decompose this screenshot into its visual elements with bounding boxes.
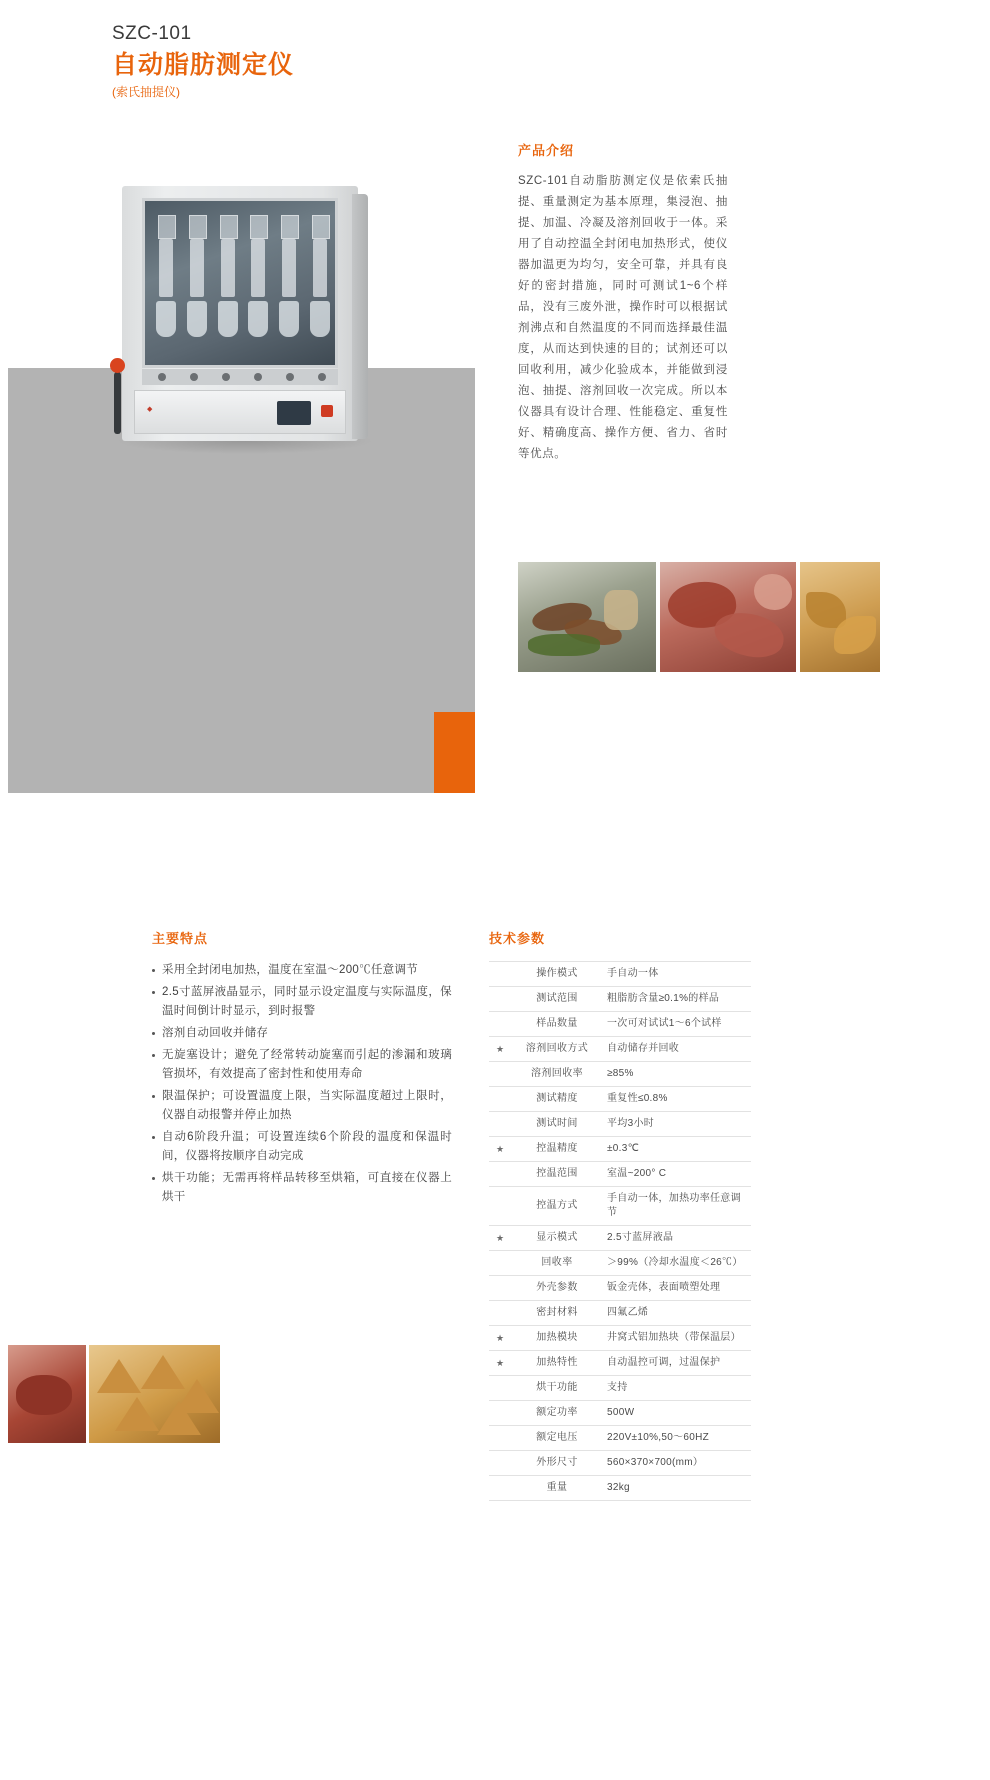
spec-value: ≥85% bbox=[603, 1062, 751, 1087]
star-marker bbox=[489, 962, 511, 987]
spec-value: 自动储存并回收 bbox=[603, 1037, 751, 1062]
spec-value: 井窝式铝加热块（带保温层） bbox=[603, 1326, 751, 1351]
spec-value: 手自动一体，加热功率任意调节 bbox=[603, 1187, 751, 1226]
star-marker bbox=[489, 1451, 511, 1476]
device-red-knob bbox=[110, 358, 125, 373]
product-introduction-section bbox=[518, 140, 728, 465]
table-row bbox=[489, 1187, 751, 1226]
spec-value: 自动温控可调，过温保护 bbox=[603, 1351, 751, 1376]
table-row bbox=[489, 1376, 751, 1401]
spec-value: 平均3小时 bbox=[603, 1112, 751, 1137]
food-photo-sausages bbox=[518, 562, 656, 672]
spec-value: 560×370×700(mm） bbox=[603, 1451, 751, 1476]
spec-label: 重量 bbox=[511, 1476, 603, 1501]
glassware-unit bbox=[309, 215, 331, 347]
specifications-table bbox=[489, 961, 751, 1501]
star-marker bbox=[489, 1012, 511, 1037]
spec-value: ＞99%（冷却水温度＜26℃） bbox=[603, 1251, 751, 1276]
star-marker bbox=[489, 1426, 511, 1451]
features-section bbox=[152, 928, 452, 1210]
device-side-panel bbox=[352, 194, 368, 439]
table-row bbox=[489, 1087, 751, 1112]
spec-value: 手自动一体 bbox=[603, 962, 751, 987]
list-item: 自动6阶段升温；可设置连续6个阶段的温度和保温时间，仪器将按顺序自动完成 bbox=[152, 1128, 452, 1166]
spec-value: 220V±10%,50～60HZ bbox=[603, 1426, 751, 1451]
star-marker bbox=[489, 1112, 511, 1137]
spec-value: 四氟乙烯 bbox=[603, 1301, 751, 1326]
spec-label: 显示模式 bbox=[511, 1226, 603, 1251]
spec-label: 加热模块 bbox=[511, 1326, 603, 1351]
spec-label: 外壳参数 bbox=[511, 1276, 603, 1301]
star-marker bbox=[489, 1476, 511, 1501]
food-photo-meat-bottom bbox=[8, 1345, 86, 1443]
food-photo-pastry-bottom bbox=[89, 1345, 220, 1443]
spec-value: ±0.3℃ bbox=[603, 1137, 751, 1162]
spec-label: 额定功率 bbox=[511, 1401, 603, 1426]
list-item: 烘干功能；无需再将样品转移至烘箱，可直接在仪器上烘干 bbox=[152, 1169, 452, 1207]
table-row bbox=[489, 1137, 751, 1162]
features-heading: 主要特点 bbox=[152, 931, 209, 946]
device-brand-logo: ◆ bbox=[147, 406, 153, 413]
page-subtitle: (索氏抽提仪) bbox=[112, 85, 180, 99]
star-marker bbox=[489, 1187, 511, 1226]
table-row bbox=[489, 1062, 751, 1087]
device-photo bbox=[108, 176, 378, 466]
specifications-heading: 技术参数 bbox=[489, 931, 546, 946]
food-photo-meat bbox=[660, 562, 796, 672]
spec-label: 测试精度 bbox=[511, 1087, 603, 1112]
list-item: 无旋塞设计；避免了经常转动旋塞而引起的渗漏和玻璃管损坏，有效提高了密封性和使用寿命 bbox=[152, 1046, 452, 1084]
model-code: SZC-101 bbox=[112, 23, 192, 44]
list-item: 限温保护；可设置温度上限，当实际温度超过上限时，仪器自动报警并停止加热 bbox=[152, 1087, 452, 1125]
star-marker bbox=[489, 1376, 511, 1401]
spec-label: 控温范围 bbox=[511, 1162, 603, 1187]
table-row bbox=[489, 1112, 751, 1137]
glassware-unit bbox=[217, 215, 239, 347]
device-chamber-window bbox=[142, 198, 338, 368]
table-row bbox=[489, 1301, 751, 1326]
list-item: 2.5寸蓝屏液晶显示，同时显示设定温度与实际温度，保温时间倒计时显示，到时报警 bbox=[152, 983, 452, 1021]
spec-value: 支持 bbox=[603, 1376, 751, 1401]
glassware-unit bbox=[155, 215, 177, 347]
spec-label: 样品数量 bbox=[511, 1012, 603, 1037]
accent-tab bbox=[434, 712, 475, 793]
spec-label: 控温精度 bbox=[511, 1137, 603, 1162]
list-item: 溶剂自动回收并储存 bbox=[152, 1024, 452, 1043]
star-marker bbox=[489, 1276, 511, 1301]
list-item: 采用全封闭电加热，温度在室温～200℃任意调节 bbox=[152, 961, 452, 980]
spec-value: 一次可对试试1～6个试样 bbox=[603, 1012, 751, 1037]
star-marker bbox=[489, 987, 511, 1012]
star-marker bbox=[489, 1162, 511, 1187]
specifications-section bbox=[489, 928, 751, 1501]
features-list bbox=[152, 961, 452, 1207]
food-photo-bottom bbox=[8, 1345, 220, 1443]
spec-value: 钣金壳体，表面喷塑处理 bbox=[603, 1276, 751, 1301]
star-marker bbox=[489, 1401, 511, 1426]
spec-value: 重复性≤0.8% bbox=[603, 1087, 751, 1112]
table-row bbox=[489, 1162, 751, 1187]
introduction-body: SZC-101自动脂肪测定仪是依索氏抽提、重量测定为基本原理，集浸泡、抽提、加温、冷凝及溶剂回收于一体。采用了自动控温全封闭电加热形式，使仪器加温更为均匀，安全可靠，并具有良好的密封措施，同时可测试1~6个样品，没有三废外泄，操作时可以根据试剂沸点和自然温度的不同而选择最佳温度，从而达到快速的目的；试剂还可以回收利用，减少化验成本，并能做到浸泡、抽提、溶剂回收一次完成。所以本仪器具有设计合理、性能稳定、重复性好、精确度高、操作方便、省力、省时等优点。 bbox=[518, 175, 728, 460]
table-row bbox=[489, 962, 751, 987]
spec-label: 额定电压 bbox=[511, 1426, 603, 1451]
table-row bbox=[489, 1351, 751, 1376]
spec-label: 密封材料 bbox=[511, 1301, 603, 1326]
star-marker: ★ bbox=[489, 1037, 511, 1062]
table-row bbox=[489, 1226, 751, 1251]
spec-label: 回收率 bbox=[511, 1251, 603, 1276]
spec-label: 溶剂回收率 bbox=[511, 1062, 603, 1087]
device-knob-row bbox=[142, 369, 338, 385]
spec-value: 粗脂肪含量≥0.1%的样品 bbox=[603, 987, 751, 1012]
spec-label: 测试时间 bbox=[511, 1112, 603, 1137]
star-marker: ★ bbox=[489, 1351, 511, 1376]
device-power-button bbox=[321, 405, 333, 417]
device-control-panel bbox=[134, 390, 346, 434]
page-title: 自动脂肪测定仪 bbox=[112, 51, 295, 79]
star-marker bbox=[489, 1062, 511, 1087]
device-display-screen bbox=[277, 401, 311, 425]
spec-value: 32kg bbox=[603, 1476, 751, 1501]
table-row bbox=[489, 987, 751, 1012]
star-marker bbox=[489, 1251, 511, 1276]
table-row bbox=[489, 1012, 751, 1037]
star-marker bbox=[489, 1301, 511, 1326]
spec-value: 2.5寸蓝屏液晶 bbox=[603, 1226, 751, 1251]
food-photo-strip bbox=[518, 562, 880, 672]
glassware-row bbox=[151, 215, 335, 355]
spec-label: 测试范围 bbox=[511, 987, 603, 1012]
table-row bbox=[489, 1326, 751, 1351]
spec-label: 烘干功能 bbox=[511, 1376, 603, 1401]
food-photo-pastry bbox=[800, 562, 880, 672]
star-marker: ★ bbox=[489, 1226, 511, 1251]
star-marker: ★ bbox=[489, 1137, 511, 1162]
table-row bbox=[489, 1251, 751, 1276]
spec-label: 外形尺寸 bbox=[511, 1451, 603, 1476]
spec-value: 500W bbox=[603, 1401, 751, 1426]
introduction-heading: 产品介绍 bbox=[518, 143, 575, 158]
table-row bbox=[489, 1401, 751, 1426]
table-row bbox=[489, 1476, 751, 1501]
table-row bbox=[489, 1426, 751, 1451]
star-marker bbox=[489, 1087, 511, 1112]
spec-label: 操作模式 bbox=[511, 962, 603, 987]
spec-value: 室温~200° C bbox=[603, 1162, 751, 1187]
page-header bbox=[112, 22, 612, 101]
spec-label: 控温方式 bbox=[511, 1187, 603, 1226]
spec-label: 溶剂回收方式 bbox=[511, 1037, 603, 1062]
glassware-unit bbox=[186, 215, 208, 347]
glassware-unit bbox=[278, 215, 300, 347]
glassware-unit bbox=[247, 215, 269, 347]
device-handle bbox=[114, 372, 121, 434]
table-row bbox=[489, 1037, 751, 1062]
spec-label: 加热特性 bbox=[511, 1351, 603, 1376]
table-row bbox=[489, 1276, 751, 1301]
star-marker: ★ bbox=[489, 1326, 511, 1351]
table-row bbox=[489, 1451, 751, 1476]
